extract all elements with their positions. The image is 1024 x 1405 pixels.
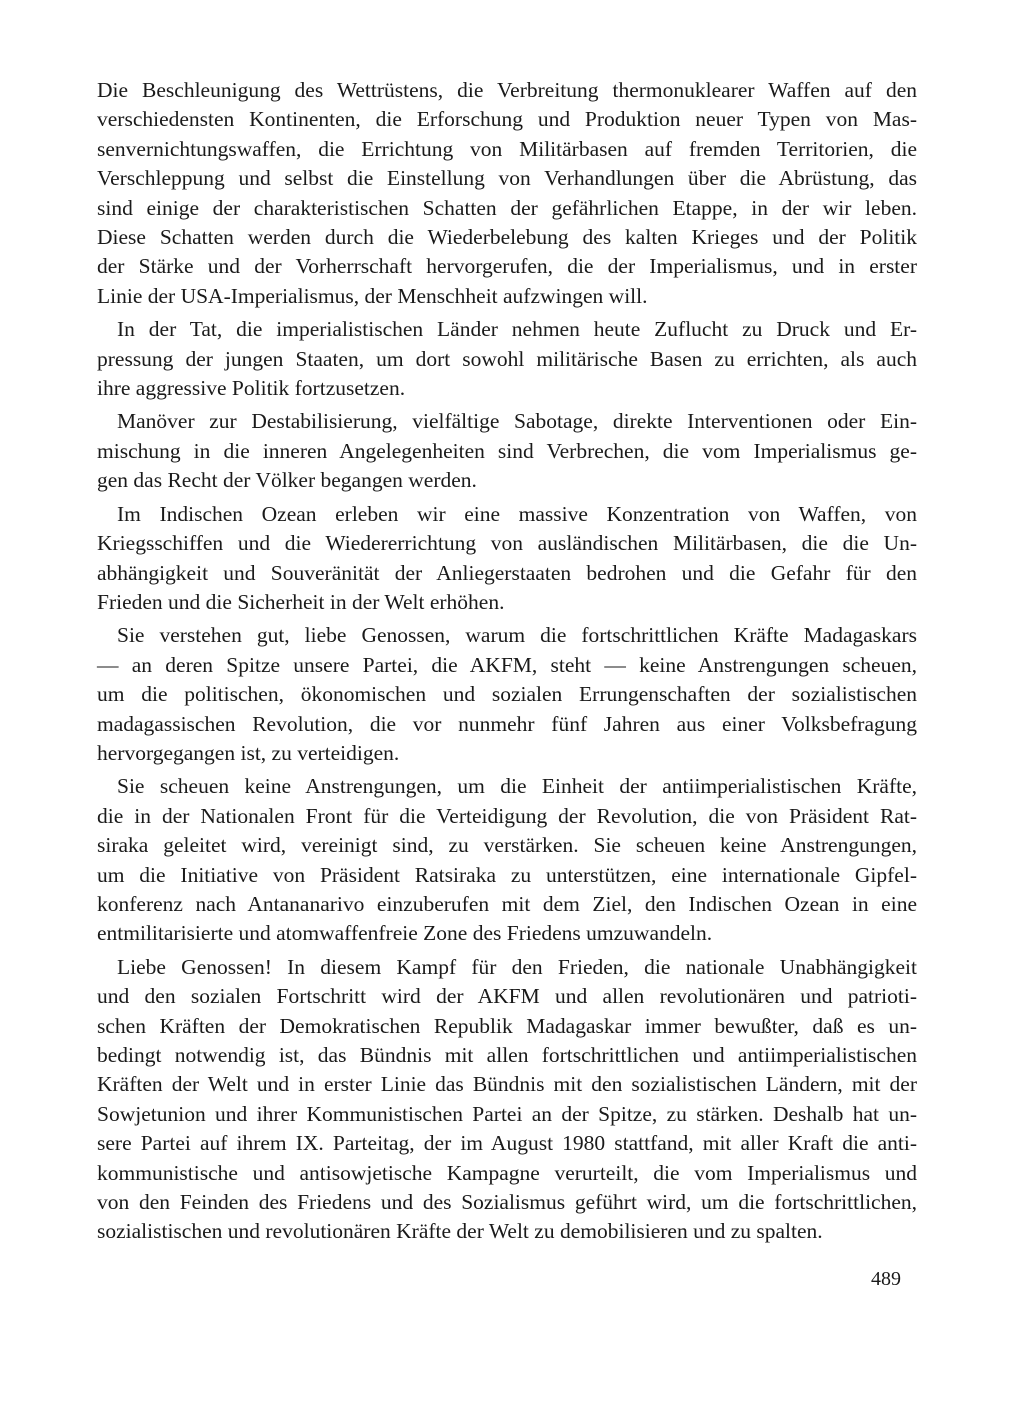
text-line: konferenz nach Antananarivo einzuberufen mit dem Ziel, den Indischen Ozean in eine [97,891,917,916]
text-line: Verschleppung und selbst die Einstellung von Verhandlungen über die Abrüstung, das [97,166,917,191]
text-line [97,500,917,529]
paragraph [97,621,917,768]
text-line [97,621,917,650]
text-line: bedingt notwendig ist, das Bündnis mit allen fortschrittlichen und antiimperialistischen [97,1043,917,1067]
text-line: Kriegsschiffen und die Wiedererrichtung von ausländischen Militärbasen, die die Un- [97,531,917,556]
text-line [97,407,917,436]
document-body [97,76,917,1251]
text-line: sind einige der charakteristischen Schatten der gefährlichen Etappe, in der wir leben. [97,195,917,220]
text-line: sere Partei auf ihrem IX. Parteitag, der im August 1980 stattfand, mit aller Kraft die anti- [97,1131,917,1156]
paragraph [97,407,917,495]
text-line: der Stärke und der Vorherrschaft hervorgerufen, die der Imperialismus, und in erster [97,254,917,279]
text-line: die in der Nationalen Front für die Verteidigung der Revolution, die von Präsident Rat- [97,803,917,828]
text-line: mischung in die inneren Angelegenheiten sind Verbrechen, die vom Imperialismus ge- [97,438,917,463]
page-number: 489 [871,1268,901,1290]
text-line: kommunistische und antisowjetische Kampagne verurteilt, die vom Imperialismus und [97,1160,917,1185]
text-line: hervorgegangen ist, zu verteidigen. [97,740,400,765]
text-line: um die politischen, ökonomischen und sozialen Errungenschaften der sozialistischen [97,682,917,707]
text-line: — an deren Spitze unsere Partei, die AKFM, steht — keine Anstrengungen scheuen, [97,652,917,677]
text-line: senvernichtungswaffen, die Errichtung von Militärbasen auf fremden Territorien, die [97,136,917,161]
text-line: Die Beschleunigung des Wettrüstens, die Verbreitung thermonuklearer Waffen auf den [97,78,917,102]
text-line: schen Kräften der Demokratischen Republik Madagaskar immer bewußter, daß es un- [97,1013,917,1038]
text-line [97,953,917,982]
text-line [97,772,917,801]
text-line: siraka geleitet wird, vereinigt sind, zu verstärken. Sie scheuen keine Anstrengungen, [97,833,917,858]
text-line-content: Liebe Genossen! In diesem Kampf für den Frieden, die nationale Unabhängigkeit [117,954,917,979]
text-line: abhängigkeit und Souveränität der Anliegerstaaten bedrohen und die Gefahr für den [97,560,917,585]
text-line-content: Im Indischen Ozean erleben wir eine massive Konzentration von Waffen, von [117,501,917,526]
text-line-content: Manöver zur Destabilisierung, vielfältige Sabotage, direkte Interventionen oder Ein- [117,409,917,434]
text-line-content: Sie scheuen keine Anstrengungen, um die Einheit der antiimperialistischen Kräfte, [117,774,917,799]
text-line: pressung der jungen Staaten, um dort sowohl militärische Basen zu errichten, als auch [97,346,917,371]
paragraph [97,500,917,618]
text-line [97,315,917,344]
paragraph [97,315,917,403]
text-line: Linie der USA-Imperialismus, der Menschheit aufzwingen will. [97,283,648,308]
text-line: verschiedensten Kontinenten, die Erforschung und Produktion neuer Typen von Mas- [97,107,917,132]
text-line: Frieden und die Sicherheit in der Welt erhöhen. [97,589,505,614]
text-line: um die Initiative von Präsident Ratsiraka zu unterstützen, eine internationale Gipfel- [97,862,917,887]
text-line: madagassischen Revolution, die vor nunmehr fünf Jahren aus einer Volksbefragung [97,711,917,736]
text-line: Diese Schatten werden durch die Wiederbelebung des kalten Krieges und der Politik [97,225,917,250]
paragraph [97,76,917,311]
text-line-content: Sie verstehen gut, liebe Genossen, warum die fortschrittlichen Kräfte Madagaskars [117,623,917,648]
text-line: sozialistischen und revolutionären Kräfte der Welt zu demobilisieren und zu spalten. [97,1219,823,1244]
text-line-content: In der Tat, die imperialistischen Länder nehmen heute Zuflucht zu Druck und Er- [117,317,917,342]
text-line: gen das Recht der Völker begangen werden. [97,468,477,493]
paragraph [97,772,917,948]
text-line: Kräften der Welt und in erster Linie das Bündnis mit den sozialistischen Ländern, mit der [97,1072,917,1097]
paragraph [97,953,917,1247]
text-line: Sowjetunion und ihrer Kommunistischen Partei an der Spitze, zu stärken. Deshalb hat un- [97,1101,917,1126]
text-line: entmilitarisierte und atomwaffenfreie Zone des Friedens umzuwandeln. [97,921,713,946]
text-line: und den sozialen Fortschritt wird der AKFM und allen revolutionären und patrioti- [97,984,917,1009]
text-line: von den Feinden des Friedens und des Sozialismus geführt wird, um die fortschrittlichen, [97,1190,917,1215]
text-line: ihre aggressive Politik fortzusetzen. [97,376,406,401]
